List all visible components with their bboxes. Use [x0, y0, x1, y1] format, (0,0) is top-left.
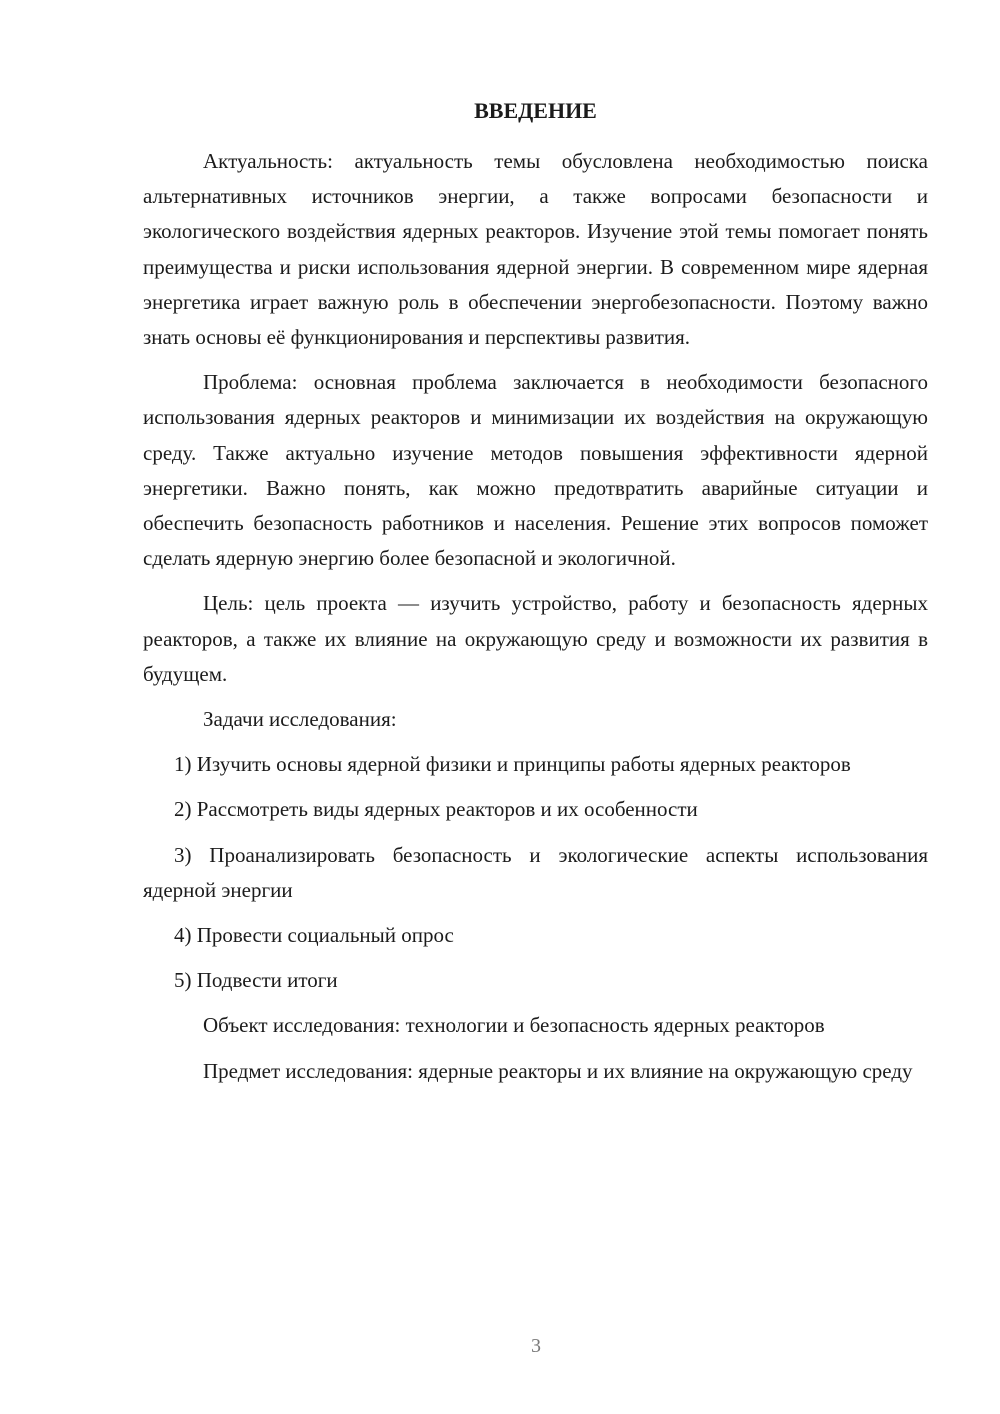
- task-item-4: 4) Провести социальный опрос: [174, 923, 454, 948]
- task-item-5: 5) Подвести итоги: [174, 968, 338, 993]
- relevance-paragraph: Актуальность: актуальность темы обусловлена необходимостью поиска альтернативных источников энергии, а также вопросами безопасности и экологического воздействия ядерных реакторов. Изучение этой темы помогает понять преимущества и риски использования ядерной энергии. В современном мире ядерная энергетика играет важную роль в обеспечении энергобезопасности. Поэтому важно знать основы её функционирования и перспективы развития.: [143, 149, 928, 350]
- section-heading: ВВЕДЕНИЕ: [474, 98, 597, 123]
- problem-paragraph: Проблема: основная проблема заключается в необходимости безопасного использования ядерных реакторов и минимизации их воздействия на окружающую среду. Также актуально изучение методов повышения эффективности ядерной энергетики. Важно понять, как можно предотвратить аварийные ситуации и обеспечить безопасность работников и населения. Решение этих вопросов поможет сделать ядерную энергию более безопасной и экологичной.: [143, 370, 928, 571]
- page-number: 3: [531, 1335, 541, 1357]
- tasks-heading: Задачи исследования:: [203, 707, 397, 732]
- page-content: [143, 96, 928, 1099]
- task-item-2: 2) Рассмотреть виды ядерных реакторов и их особенности: [174, 797, 698, 822]
- goal-paragraph: Цель: цель проекта — изучить устройство, работу и безопасность ядерных реакторов, а также их влияние на окружающую среду и возможности их развития в будущем.: [143, 591, 928, 686]
- task-item-3: 3) Проанализировать безопасность и экологические аспекты использования ядерной энергии: [143, 842, 928, 902]
- task-item-1: 1) Изучить основы ядерной физики и принципы работы ядерных реакторов: [174, 752, 851, 777]
- research-object-paragraph: Объект исследования: технологии и безопасность ядерных реакторов: [203, 1013, 825, 1038]
- research-subject-paragraph: Предмет исследования: ядерные реакторы и их влияние на окружающую среду: [203, 1058, 913, 1083]
